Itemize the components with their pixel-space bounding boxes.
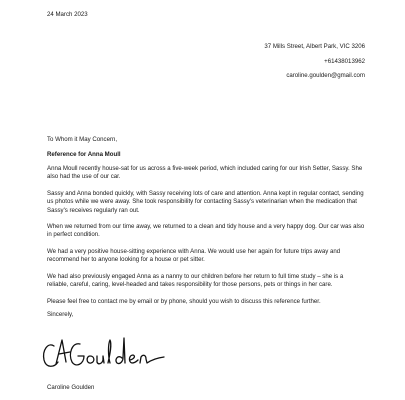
closing: Sincerely,	[47, 311, 74, 318]
paragraph-1: Anna Moull recently house-sat for us across a five-week period, which included caring for our Irish Setter, Sassy. She also had the use of our car.	[47, 165, 363, 181]
letter-heading: Reference for Anna Moull	[47, 151, 121, 158]
paragraph-2: Sassy and Anna bonded quickly, with Sassy receiving lots of care and attention. Anna kept in regular contact, sending us photos while we were away. She took responsibility for contacting Sassy's veterinarian when the medication that Sassy's receives regularly ran out.	[47, 190, 364, 214]
paragraph-4: We had a very positive house-sitting experience with Anna. We would use her again for future trips away and recommend her to anyone looking for a house or pet sitter.	[47, 248, 341, 264]
signer-name: Caroline Goulden	[47, 384, 95, 391]
letter-date: 24 March 2023	[47, 11, 88, 18]
paragraph-6: Please feel free to contact me by email or by phone, should you wish to discuss this reference further.	[47, 298, 321, 305]
sender-address: 37 Mills Street, Albert Park, VIC 3206	[264, 43, 365, 50]
paragraph-5: We had also previously engaged Anna as a nanny to our children before her return to full time study – she is a reliable, careful, caring, level-headed and takes responsibility for those persons, pets or things in her care.	[47, 273, 344, 289]
salutation: To Whom it May Concern,	[47, 136, 118, 143]
handwritten-signature	[40, 332, 170, 374]
paragraph-3: When we returned from our time away, we returned to a clean and tidy house and a very happy dog. Our car was also in perfect condition.	[47, 223, 365, 239]
sender-email: caroline.goulden@gmail.com	[286, 72, 365, 79]
sender-phone: +61438013962	[324, 58, 365, 65]
